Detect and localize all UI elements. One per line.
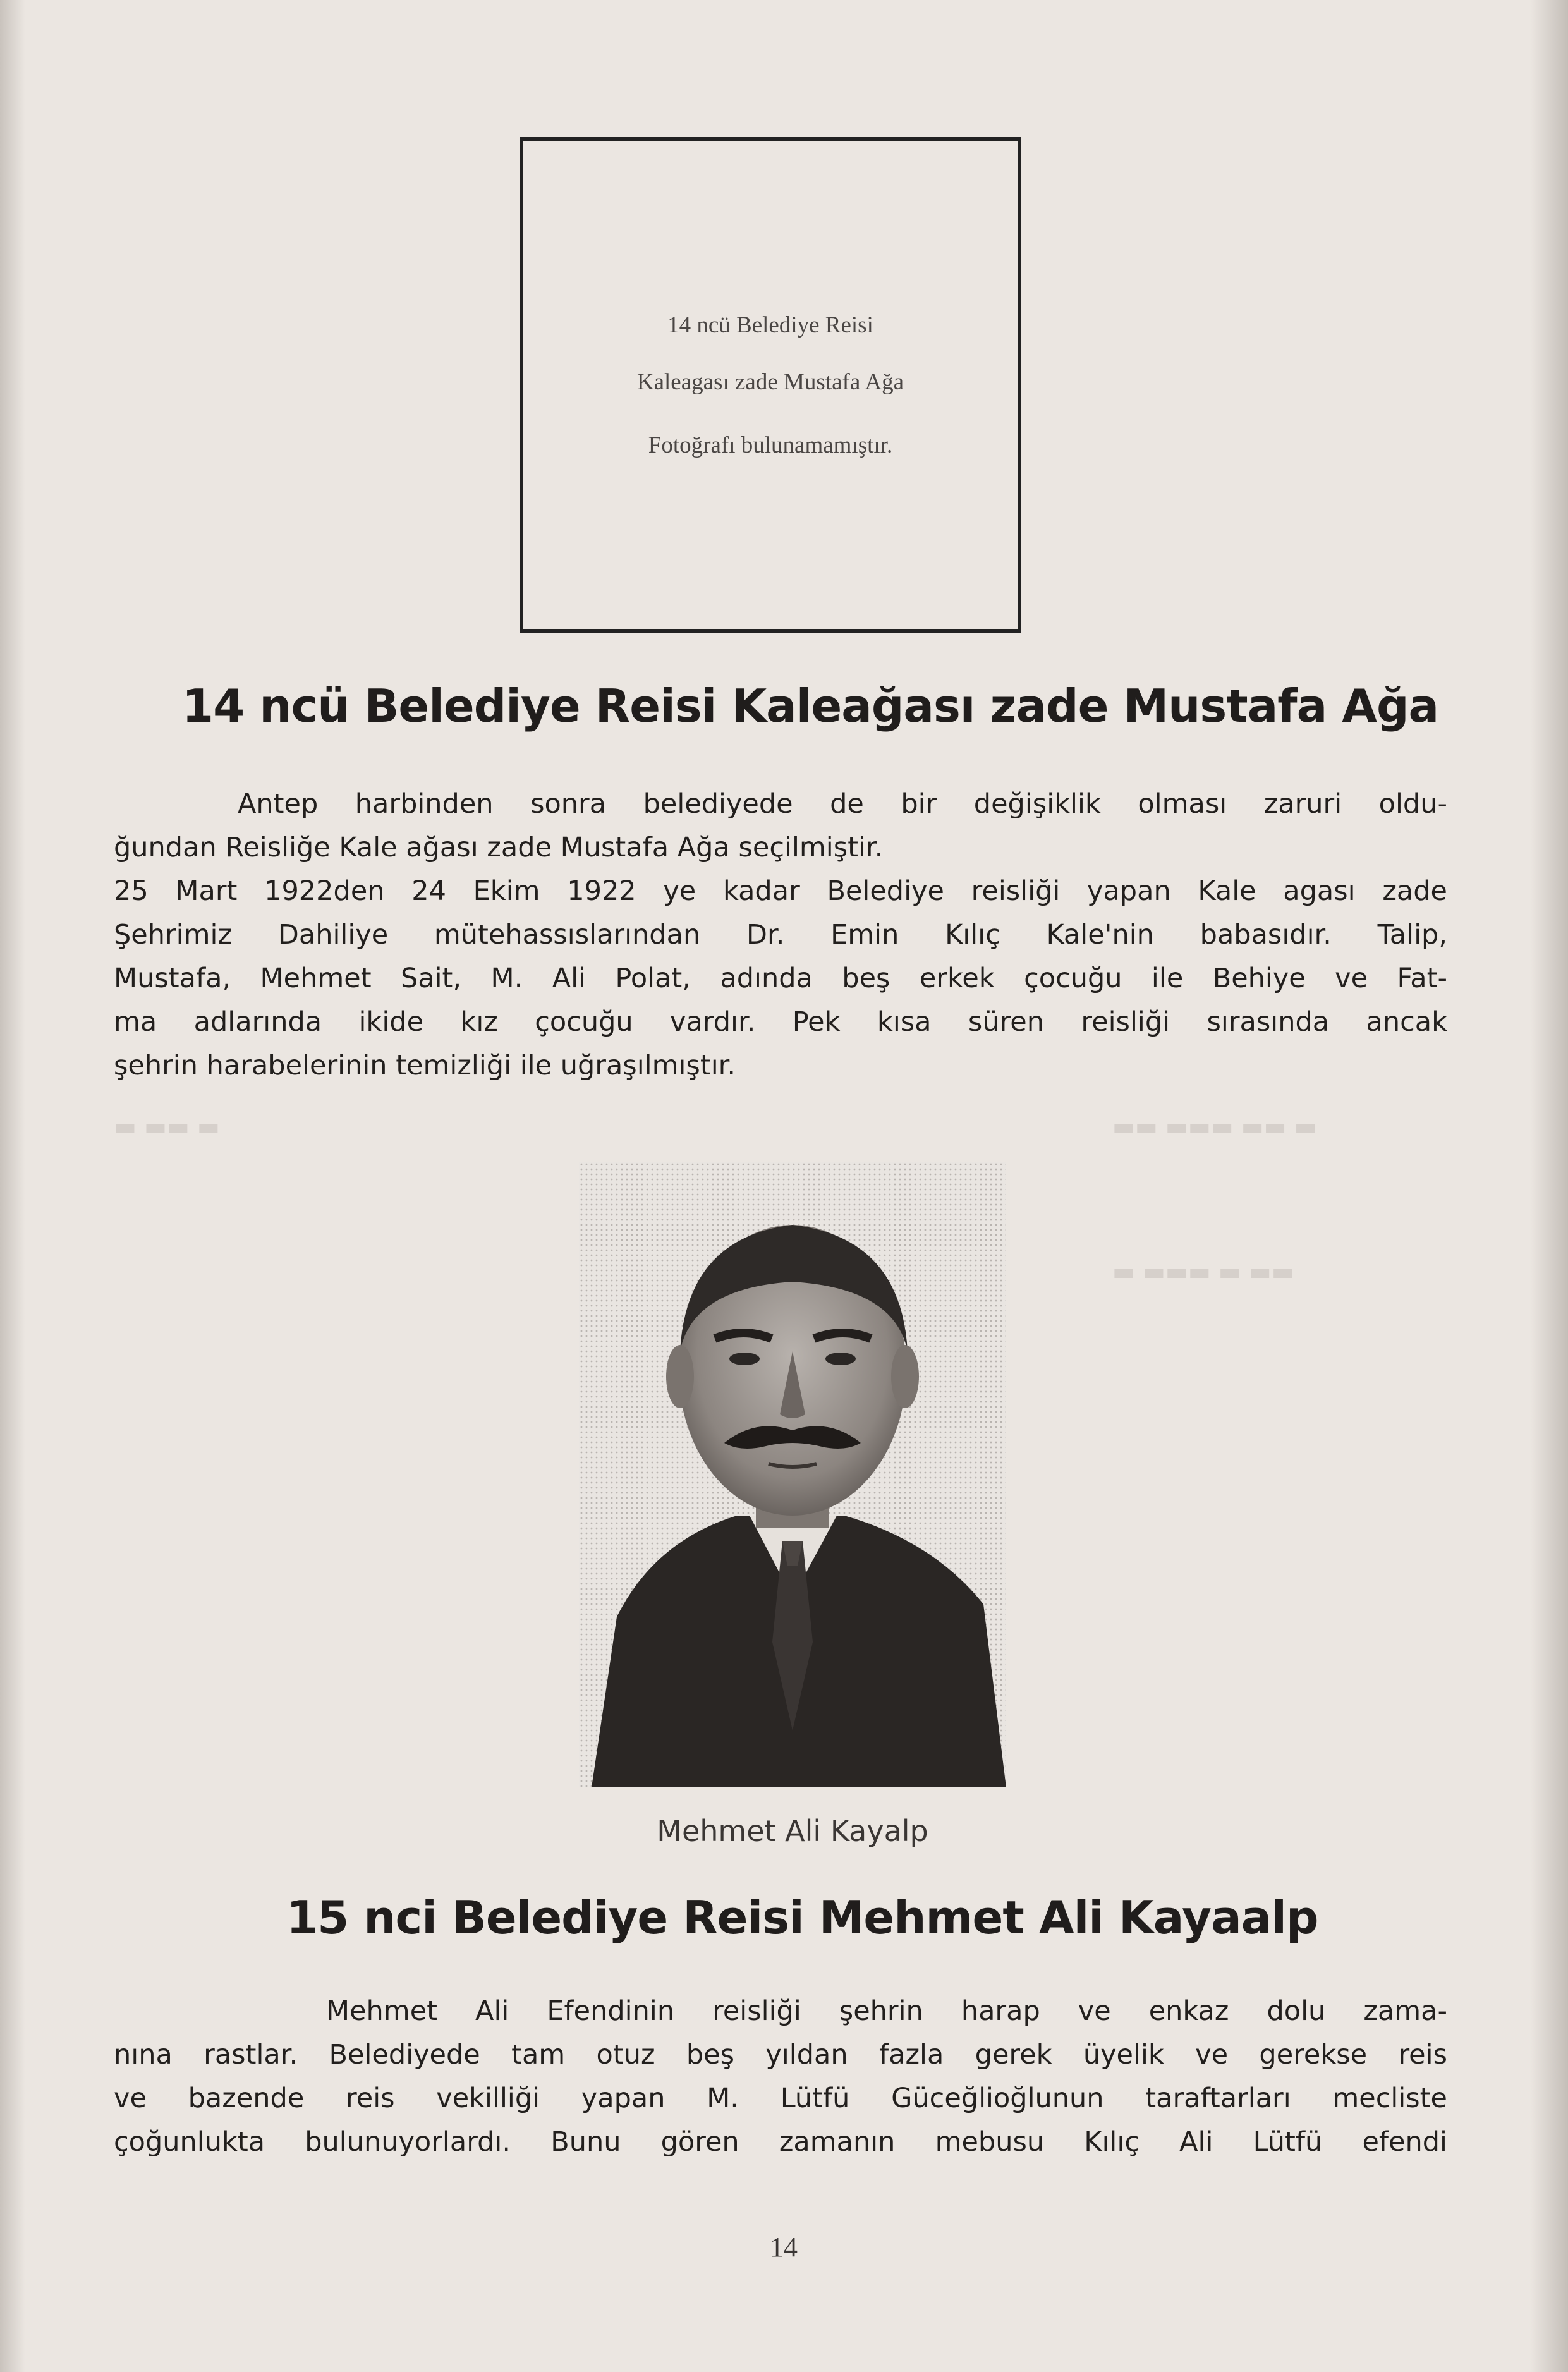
portrait-illustration (579, 1162, 1006, 1787)
page-number: 14 (770, 2232, 798, 2263)
paragraph-line: Mustafa, Mehmet Sait, M. Ali Polat, adında beş erkek çocuğu ile Behiye ve Fat- (114, 963, 1447, 994)
section-15-heading: 15 nci Belediye Reisi Mehmet Ali Kayaalp (286, 1891, 1318, 1944)
paragraph-line: 25 Mart 1922den 24 Ekim 1922 ye kadar Belediye reisliği yapan Kale agası zade (114, 875, 1447, 907)
placeholder-line-2: Kaleagası zade Mustafa Ağa (636, 369, 904, 395)
paragraph-line: ğundan Reisliğe Kale ağası zade Mustafa Ağa seçilmiştir. (114, 832, 884, 863)
bleed-through-texture: ▬ ▬▬ ▬ (114, 1112, 220, 1140)
missing-photo-frame (520, 137, 1021, 633)
bleed-through-texture: ▬▬ ▬ ▬▬▬ ▬ (1112, 1258, 1294, 1286)
section-14-heading: 14 ncü Belediye Reisi Kaleağası zade Mustafa Ağa (182, 679, 1439, 733)
paragraph-line: Şehrimiz Dahiliye mütehassıslarından Dr. Emin Kılıç Kale'nin babasıdır. Talip, (114, 919, 1447, 951)
placeholder-line-1: 14 ncü Belediye Reisi (667, 312, 873, 338)
section-14-paragraph (114, 782, 1447, 1088)
paragraph-line: Mehmet Ali Efendinin reisliği şehrin harap ve enkaz dolu zama- (326, 1995, 1447, 2027)
paragraph-line: ve bazende reis vekilliği yapan M. Lütfü Güceğlioğlunun taraftarları mecliste (114, 2083, 1447, 2114)
portrait-photo (579, 1162, 1006, 1787)
page-edge-left (0, 0, 25, 2372)
bleed-through-texture: ▬ ▬▬ ▬▬▬ ▬▬ (1112, 1112, 1317, 1140)
placeholder-line-3: Fotoğrafı bulunamamıştır. (648, 432, 893, 458)
paragraph-line: şehrin harabelerinin temizliği ile uğraşılmıştır. (114, 1050, 736, 1081)
section-15-paragraph (114, 1990, 1447, 2164)
paragraph-line: nına rastlar. Belediyede tam otuz beş yıldan fazla gerek üyelik ve gerekse reis (114, 2039, 1447, 2071)
page-edge-right (1530, 0, 1568, 2372)
paragraph-line: ma adlarında ikide kız çocuğu vardır. Pek kısa süren reisliği sırasında ancak (114, 1006, 1447, 1038)
portrait-caption: Mehmet Ali Kayalp (657, 1814, 928, 1848)
paragraph-line: Antep harbinden sonra belediyede de bir değişiklik olması zaruri oldu- (238, 788, 1447, 820)
paragraph-line: çoğunlukta bulunuyorlardı. Bunu gören zamanın mebusu Kılıç Ali Lütfü efendi (114, 2126, 1447, 2158)
